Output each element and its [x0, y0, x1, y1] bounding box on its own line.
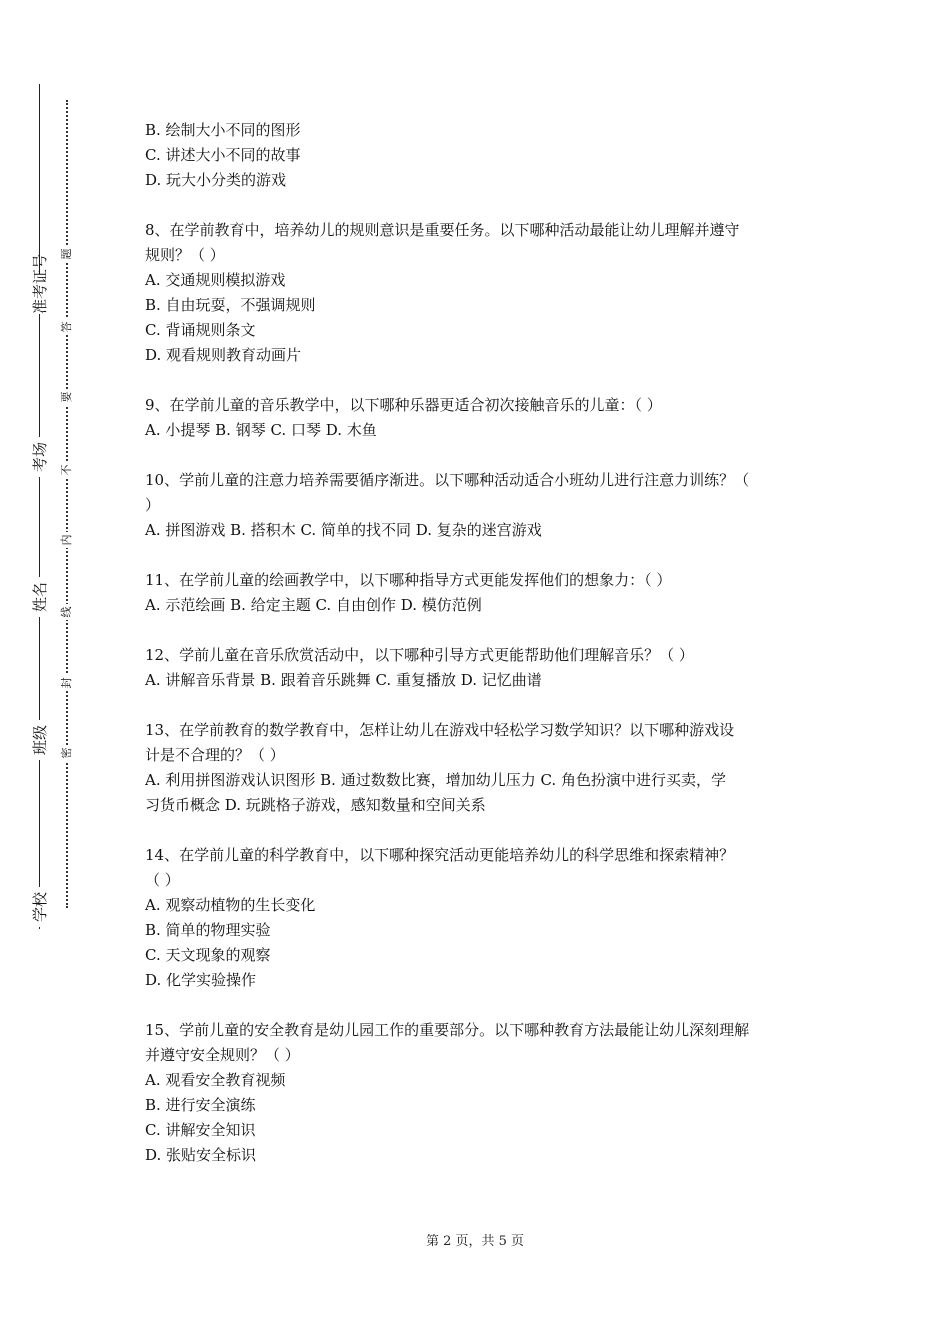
- option-line: C. 讲解安全知识: [145, 1121, 256, 1139]
- option-line: B. 自由玩耍，不强调规则: [145, 296, 316, 314]
- question-text: 11、在学前儿童的绘画教学中，以下哪种指导方式更能发挥他们的想象力：（ ）: [145, 571, 672, 589]
- option-line: A. 示范绘画 B. 给定主题 C. 自由创作 D. 模仿范例: [145, 596, 482, 614]
- seal-char: 密: [60, 745, 74, 761]
- option-line: A. 交通规则模拟游戏: [145, 271, 286, 289]
- question-text: 13、在学前教育的数学教育中，怎样让幼儿在游戏中轻松学习数学知识？以下哪种游戏设: [145, 721, 735, 739]
- question-text: 并遵守安全规则？（ ）: [145, 1046, 300, 1064]
- seal-char: 线: [60, 604, 74, 620]
- question-15: [145, 1018, 815, 1168]
- question-text: 15、学前儿童的安全教育是幼儿园工作的重要部分。以下哪种教育方法最能让幼儿深刻理解: [145, 1021, 750, 1039]
- option-line: A. 小提琴 B. 钢琴 C. 口琴 D. 木鱼: [145, 421, 377, 439]
- question-text: 14、在学前儿童的科学教育中，以下哪种探究活动更能培养幼儿的科学思维和探索精神？: [145, 846, 735, 864]
- option-line: C. 背诵规则条文: [145, 321, 256, 339]
- seal-char: 要: [60, 389, 74, 405]
- option-line: D. 化学实验操作: [145, 971, 257, 989]
- question-text: 计是不合理的？（ ）: [145, 746, 285, 764]
- field-school: 学校: [31, 887, 49, 927]
- binding-margin: [0, 0, 90, 1344]
- seal-char: 内: [60, 532, 74, 548]
- field-class: 班级: [31, 720, 49, 760]
- option-line: C. 天文现象的观察: [145, 946, 271, 964]
- question-14: [145, 843, 815, 993]
- question-text: 9、在学前儿童的音乐教学中，以下哪种乐器更适合初次接触音乐的儿童：（ ）: [145, 396, 662, 414]
- option-line: D. 观看规则教育动画片: [145, 346, 302, 364]
- question-9: [145, 393, 815, 443]
- question-text: 8、在学前教育中，培养幼儿的规则意识是重要任务。以下哪种活动最能让幼儿理解并遵守: [145, 221, 740, 239]
- question-8: [145, 218, 815, 368]
- seal-char: 不: [60, 462, 74, 478]
- seal-dotted-line: [66, 100, 68, 908]
- option-line: 习货币概念 D. 玩跳格子游戏，感知数量和空间关系: [145, 796, 486, 814]
- question-text: 规则？（ ）: [145, 246, 225, 264]
- option-line: B. 绘制大小不同的图形: [145, 121, 301, 139]
- option-line: A. 拼图游戏 B. 搭积木 C. 简单的找不同 D. 复杂的迷宫游戏: [145, 521, 542, 539]
- question-10: [145, 468, 815, 543]
- field-name: 姓名: [31, 577, 49, 617]
- option-line: C. 讲述大小不同的故事: [145, 146, 301, 164]
- seal-char: 题: [60, 246, 74, 262]
- option-line: A. 观看安全教育视频: [145, 1071, 286, 1089]
- field-exam-number: 准考证号: [31, 253, 49, 314]
- seal-char: 封: [60, 675, 74, 691]
- question-text: ）: [145, 496, 161, 514]
- option-line: D. 玩大小分类的游戏: [145, 171, 287, 189]
- option-line: A. 讲解音乐背景 B. 跟着音乐跳舞 C. 重复播放 D. 记忆曲谱: [145, 671, 542, 689]
- option-line: A. 观察动植物的生长变化: [145, 896, 316, 914]
- field-exam-room: 考场: [31, 437, 49, 477]
- option-line: B. 简单的物理实验: [145, 921, 271, 939]
- binding-solid-line: [39, 84, 40, 929]
- question-12: [145, 643, 815, 693]
- question-text: 10、学前儿童的注意力培养需要循序渐进。以下哪种活动适合小班幼儿进行注意力训练？（: [145, 471, 750, 489]
- question-text: 12、学前儿童在音乐欣赏活动中，以下哪种引导方式更能帮助他们理解音乐？（ ）: [145, 646, 694, 664]
- seal-char: 答: [60, 319, 74, 335]
- question-text: （ ）: [145, 871, 180, 889]
- option-line: D. 张贴安全标识: [145, 1146, 257, 1164]
- question-13: [145, 718, 815, 818]
- option-line: A. 利用拼图游戏认识图形 B. 通过数数比赛，增加幼儿压力 C. 角色扮演中进行买卖，学: [145, 771, 726, 789]
- option-line: B. 进行安全演练: [145, 1096, 256, 1114]
- question-11: [145, 568, 815, 618]
- question-content: [145, 118, 815, 1168]
- page-number-footer: 第 2 页，共 5 页: [425, 1234, 525, 1249]
- continued-options: [145, 118, 815, 193]
